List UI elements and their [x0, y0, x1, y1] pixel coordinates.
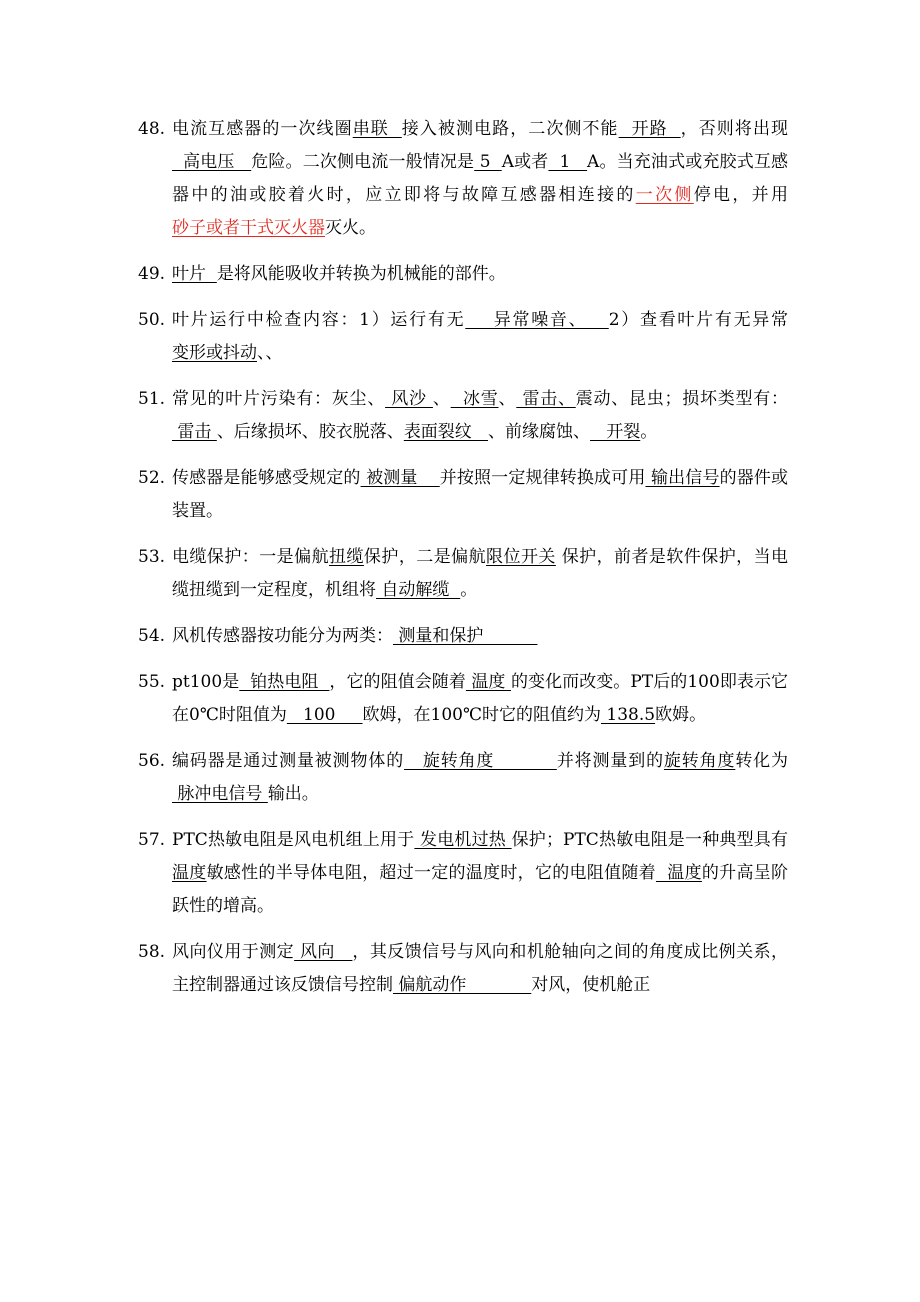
- question-number: 56.: [138, 751, 166, 771]
- question-text: 电流互感器的一次线圈: [172, 119, 353, 139]
- answer-blank: 冰雪: [450, 389, 499, 409]
- answer-blank: 扭缆: [329, 547, 364, 567]
- question-text: 、前缘腐蚀、: [488, 422, 591, 442]
- question-text: ，否则将出现: [680, 119, 789, 139]
- answer-blank: 变形或抖动: [172, 343, 257, 363]
- answer-blank: 风向: [294, 942, 353, 962]
- answer-blank: 100: [286, 705, 363, 725]
- question-item: [138, 541, 788, 607]
- question-text: 危险。二次侧电流一般情况是: [251, 152, 475, 172]
- answer-blank: 温度: [655, 863, 702, 883]
- question-text: 转化为: [735, 751, 789, 771]
- question-item: [138, 304, 788, 370]
- question-number: 57.: [138, 830, 166, 850]
- question-text: PTC热敏电阻是风电机组上用于: [172, 830, 415, 850]
- question-text: 传感器是能够感受规定的: [172, 468, 361, 488]
- question-text: 保护，二是偏航: [363, 547, 487, 567]
- document-page: [138, 113, 788, 1015]
- question-text: ，其反馈信号与风向和机舱轴向之间的角度成比例关系，主控制器通过该反馈信号控制: [172, 942, 789, 995]
- answer-blank: 脉冲电信号: [172, 784, 268, 804]
- question-text: 是将风能吸收并转换为机械能的部件。: [216, 264, 506, 284]
- question-item: [138, 258, 788, 291]
- answer-blank: 雷击: [172, 422, 217, 442]
- question-text: 风机传感器按功能分为两类：: [172, 626, 393, 646]
- question-number: 52.: [138, 468, 166, 488]
- question-item: [138, 462, 788, 528]
- question-number: 50.: [138, 310, 166, 330]
- question-item: [138, 383, 788, 449]
- answer-blank: 开裂: [590, 422, 641, 442]
- question-number: 55.: [138, 672, 166, 692]
- answer-blank: 发电机过热: [414, 830, 512, 850]
- answer-blank: 温度: [465, 672, 511, 692]
- question-text: 、、: [257, 343, 283, 363]
- question-text: 、: [432, 389, 451, 409]
- answer-blank: 5: [474, 152, 502, 172]
- answer-blank: 输出信号: [645, 468, 720, 488]
- answer-blank: 旋转角度: [663, 751, 736, 771]
- question-text: 。: [640, 422, 658, 442]
- question-text: 欧姆。: [655, 705, 707, 725]
- question-text: 输出。: [267, 784, 319, 804]
- question-text: 震动、昆虫；损坏类型有：: [575, 389, 789, 409]
- answer-blank: 异常噪音、: [465, 310, 609, 330]
- answer-blank: 限位开关: [486, 547, 556, 567]
- question-text: 敏感性的半导体电阻，超过一定的温度时，它的电阻值随着: [206, 863, 656, 883]
- question-text: 编码器是通过测量被测物体的: [172, 751, 405, 771]
- answer-blank: 砂子或者干式灭火器: [172, 218, 325, 238]
- answer-blank: 138.5: [601, 705, 656, 725]
- answer-blank: 温度: [172, 863, 207, 883]
- question-text: A。当充油式或充胶式互感器中的油或胶着火时，应立即将与故障互感器相连接的: [172, 152, 788, 205]
- answer-blank: 被测量: [360, 468, 440, 488]
- question-number: 49.: [138, 264, 166, 284]
- question-text: 并将测量到的: [556, 751, 664, 771]
- question-text: 、: [498, 389, 517, 409]
- answer-blank: 串联: [352, 119, 402, 139]
- question-text: 并按照一定规律转换成可用: [439, 468, 646, 488]
- answer-blank: 旋转角度: [404, 751, 557, 771]
- answer-blank: 高电压: [172, 152, 252, 172]
- answer-blank: 开路: [618, 119, 681, 139]
- answer-blank: 偏航动作: [393, 975, 532, 995]
- question-number: 58.: [138, 942, 166, 962]
- answer-blank: 一次侧: [635, 185, 694, 205]
- answer-blank: 叶片: [172, 264, 217, 284]
- question-text: 电缆保护：一是偏航: [172, 547, 330, 567]
- answer-blank: 1: [548, 152, 588, 172]
- question-text: 2）查看叶片有无异常: [608, 310, 788, 330]
- question-text: 。: [460, 580, 478, 600]
- answer-blank: 铂热电阻: [239, 672, 330, 692]
- answer-blank: 表面裂纹: [403, 422, 489, 442]
- answer-blank: 测量和保护: [393, 626, 538, 646]
- question-text: 、后缘损坏、胶衣脱落、: [216, 422, 404, 442]
- question-item: [138, 113, 788, 245]
- question-text: A或者: [501, 152, 549, 172]
- question-text: 叶片运行中检查内容：1）运行有无: [172, 310, 466, 330]
- question-text: 的变化而改变。PT后的100即表示它在0℃时阻值为: [172, 672, 789, 725]
- question-text: 的升高呈阶跃性的增高。: [172, 863, 789, 916]
- answer-blank: 风沙: [385, 389, 433, 409]
- question-item: [138, 936, 788, 1002]
- question-number: 54.: [138, 626, 166, 646]
- answer-blank: 自动解缆: [376, 580, 461, 600]
- question-item: [138, 745, 788, 811]
- question-text: 的器件或装置。: [172, 468, 789, 521]
- question-item: [138, 666, 788, 732]
- question-text: 灭火。: [325, 218, 376, 238]
- question-text: 接入被测电路，二次侧不能: [401, 119, 619, 139]
- question-number: 53.: [138, 547, 166, 567]
- question-text: 对风，使机舱正: [531, 975, 651, 995]
- question-text: 停电，并用: [693, 185, 789, 205]
- question-item: [138, 620, 788, 653]
- question-text: 保护；PTC热敏电阻是一种典型具有: [511, 830, 788, 850]
- question-item: [138, 824, 788, 923]
- question-number: 51.: [138, 389, 166, 409]
- question-number: 48.: [138, 119, 166, 139]
- question-text: 保护，前者是软件保护，当电缆扭缆到一定程度，机组将: [172, 547, 789, 600]
- answer-blank: 雷击、: [516, 389, 576, 409]
- question-text: 风向仪用于测定: [172, 942, 295, 962]
- question-text: pt100是: [172, 672, 240, 692]
- question-text: 欧姆，在100℃时它的阻值约为: [362, 705, 601, 725]
- question-text: ，它的阻值会随着: [329, 672, 466, 692]
- question-text: 常见的叶片污染有：灰尘、: [172, 389, 386, 409]
